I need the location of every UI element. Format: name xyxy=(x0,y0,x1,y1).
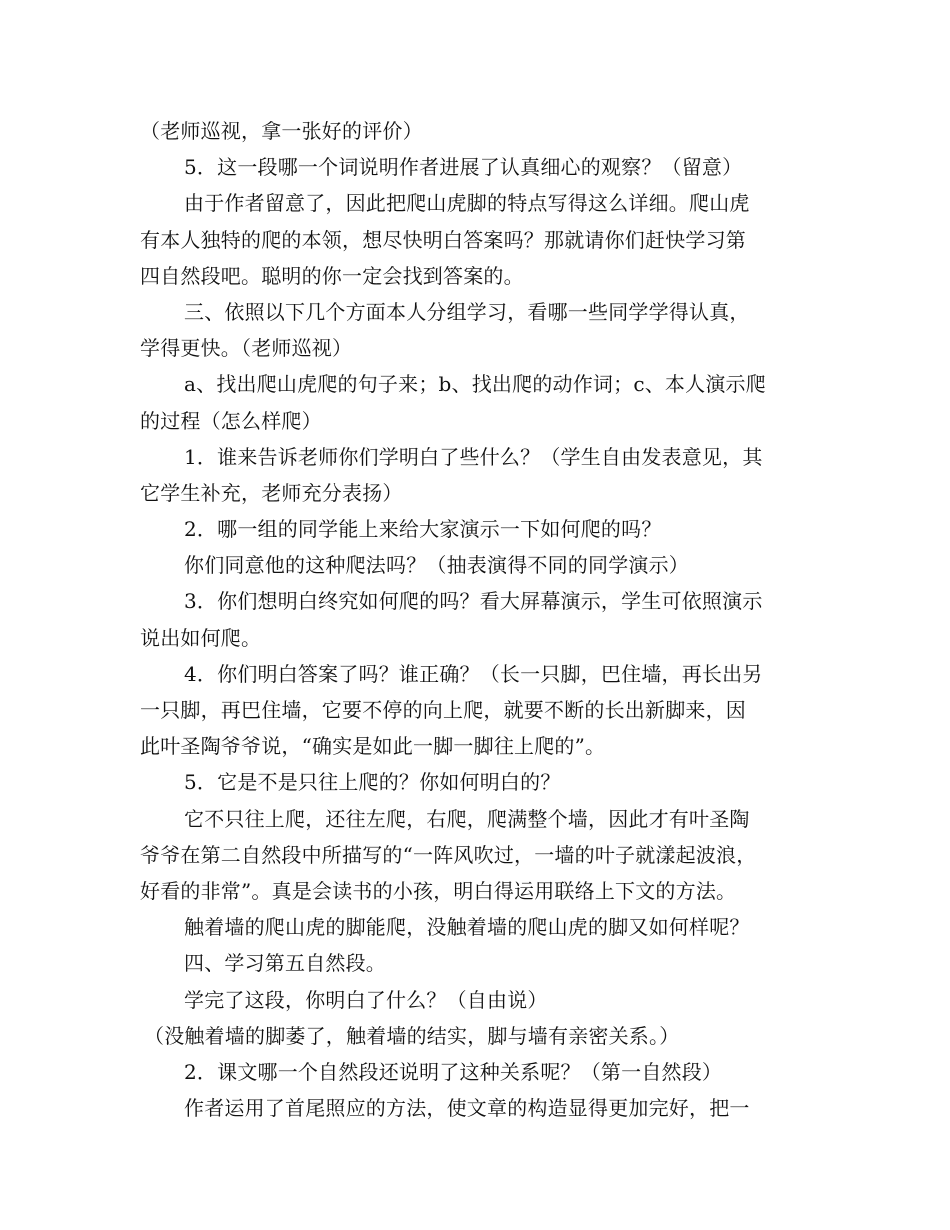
text-line: 一只脚，再巴住墙，它要不停的向上爬，就要不断的长出新脚来，因 xyxy=(140,698,746,722)
text-line: 你们同意他的这种爬法吗？（抽表演得不同的同学演示） xyxy=(184,553,689,578)
text-line: 它不只往上爬，还往左爬，右爬，爬满整个墙，因此才有叶圣陶 xyxy=(184,806,750,831)
text-line: 它学生补充，老师充分表扬） xyxy=(140,480,403,505)
text-line: 2．哪一组的同学能上来给大家演示一下如何爬的吗？ xyxy=(184,517,662,542)
text-line: 作者运用了首尾照应的方法，使文章的构造显得更加完好，把一 xyxy=(184,1096,750,1121)
text-line: 好看的非常”。真是会读书的小孩，明白得运用联络上下文的方法。 xyxy=(140,878,737,903)
text-line: 4．你们明白答案了吗？谁正确？（长一只脚，巴住墙，再长出另 xyxy=(184,661,763,686)
text-line: 2．课文哪一个自然段还说明了这种关系呢？（第一自然段） xyxy=(184,1059,723,1084)
text-line: 5．这一段哪一个词说明作者进展了认真细心的观察？（留意） xyxy=(184,155,743,180)
text-line: 的过程（怎么样爬） xyxy=(140,408,322,433)
text-line: 爷爷在第二自然段中所描写的“一阵风吹过，一墙的叶子就漾起波浪， xyxy=(140,842,757,867)
text-line: 说出如何爬。 xyxy=(140,625,262,650)
text-line: 5．它是不是只往上爬的？你如何明白的？ xyxy=(184,770,561,795)
document-page xyxy=(140,113,820,1126)
text-line: （没触着墙的脚萎了，触着墙的结实，脚与墙有亲密关系。） xyxy=(144,1023,680,1048)
text-line: 有本人独特的爬的本领，想尽快明白答案吗？那就请你们赶快学习第 xyxy=(140,227,746,252)
text-line: a、找出爬山虎爬的句子来；b、找出爬的动作词；c、本人演示爬 xyxy=(184,372,766,397)
text-line: 触着墙的爬山虎的脚能爬，没触着墙的爬山虎的脚又如何样呢？ xyxy=(184,915,750,940)
text-line: 3．你们想明白终究如何爬的吗？看大屏幕演示，学生可依照演示 xyxy=(184,589,763,614)
text-line: 由于作者留意了，因此把爬山虎脚的特点写得这么详细。爬山虎 xyxy=(184,191,750,216)
text-line: 1．谁来告诉老师你们学明白了些什么？（学生自由发表意见，其 xyxy=(184,444,763,469)
text-line: 四自然段吧。聪明的你一定会找到答案的。 xyxy=(140,263,524,288)
text-line: （老师巡视，拿一张好的评价） xyxy=(140,119,423,143)
text-line: 学得更快。（老师巡视） xyxy=(140,336,353,361)
text-line: 三、依照以下几个方面本人分组学习，看哪一些同学学得认真， xyxy=(184,299,750,324)
text-line: 学完了这段，你明白了什么？（自由说） xyxy=(184,987,548,1012)
text-line: 此叶圣陶爷爷说，“确实是如此一脚一脚往上爬的”。 xyxy=(140,734,606,759)
text-line: 四、学习第五自然段。 xyxy=(184,951,386,976)
